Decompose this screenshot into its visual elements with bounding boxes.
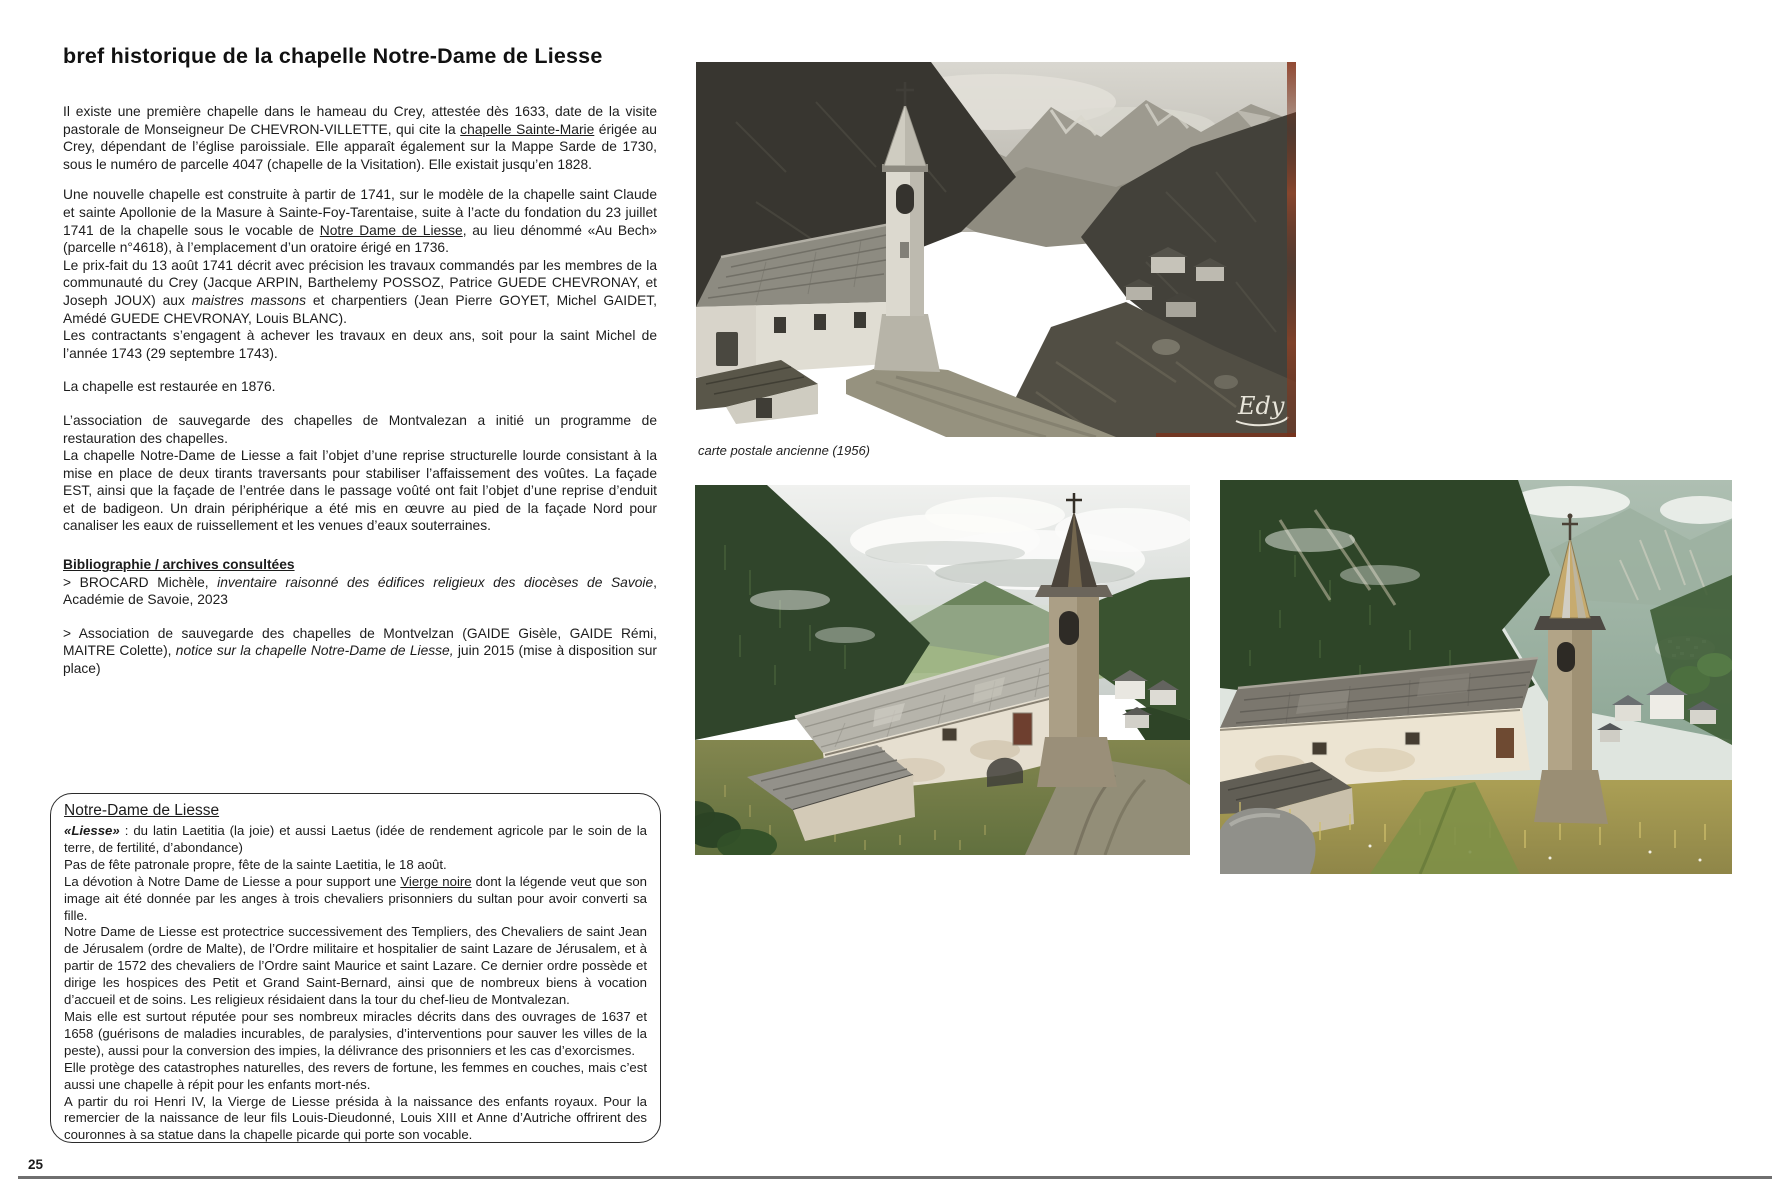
info-box-etymology: «Liesse» : du latin Laetitia (la joie) et aussi Laetus (idée de rendement agricole par le soin de la terre, de fertilité, d’abondance) (64, 823, 647, 855)
bibliography-heading: Bibliographie / archives consultées (63, 557, 295, 573)
paragraph-association: L’association de sauvegarde des chapelles de Montvalezan a initié un programme de restauration des chapelles. (63, 412, 657, 446)
photo-chapel-summer-cloudy-image (695, 485, 1190, 855)
info-box-royalty: A partir du roi Henri IV, la Vierge de Liesse présida à la naissance des enfants royaux. Pour la remercier de la naissance de leur fils Louis-Dieudonné, Louis XIII et Anne d’Autriche offrirent des couronnes à sa statue dans la chapelle picarde qui porte son vocable. (64, 1093, 647, 1143)
postcard-photo-image (696, 62, 1296, 437)
info-box-miracles: Mais elle est surtout réputée pour ses nombreux miracles décrits dans des ouvrages de 1637 et 1658 (guérisons de maladies incurables, de paralysies, d’interventions pour sauver les villes de la peste), aussi pour la conversion des impies, la délivrance des prisonniers et les cas d’exorcismes. (64, 1008, 647, 1058)
paragraph-history-4: Les contractants s’engagent à achever les travaux en deux ans, soit pour la saint Michel de l’année 1743 (29 septembre 1743). (63, 328, 657, 361)
page-title: bref historique de la chapelle Notre-Dame de Liesse (63, 44, 603, 68)
info-box-notre-dame-de-liesse (50, 793, 661, 1143)
photo-chapel-summer-cloudy (695, 485, 1190, 855)
postcard-photo (696, 62, 1296, 437)
paragraph-history-3: Le prix-fait du 13 août 1741 décrit avec précision les travaux commandés par les membres de la communauté du Crey (Jacque ARPIN, Barthelemy POSSOZ, Patrice GUEDE CHEVRONAY, et Joseph JOUX) aux maistres massons et charpentiers (Jean Pierre GOYET, Michel GAIDET, Amédé GUEDE CHEVRONAY, Louis BLANC). (63, 257, 658, 326)
paragraph-restoration-1876: La chapelle est restaurée en 1876. (63, 379, 276, 395)
bibliography-entry-association: > Association de sauvegarde des chapelles de Montvelzan (GAIDE Gisèle, GAIDE Rémi, MAITRE Colette), notice sur la chapelle Notre-Dame de Liesse, juin 2015 (mise à disposition sur place) (63, 625, 657, 677)
info-box-feast-day: Pas de fête patronale propre, fête de la sainte Laetitia, le 18 août. (64, 856, 447, 872)
paragraph-restoration-works: La chapelle Notre-Dame de Liesse a fait l’objet d’une reprise structurelle lourde consistant à la mise en place de deux tirants traversants pour stabiliser l’affaissement des voûtes. La façade EST, ainsi que la façade de l’entrée dans le passage voûté ont fait l’objet d’une reprise d’enduit et de badigeon. Un drain périphérique a été mis en œuvre au pied de la façade Nord pour canaliser les eaux de ruissellement et les venues d’eaux souterraines. (63, 448, 657, 534)
info-box-protection: Elle protège des catastrophes naturelles, des revers de fortune, les femmes en couches, mais c’est aussi une chapelle à répit pour les enfants mort-nés. (64, 1059, 647, 1092)
article-column (63, 44, 657, 678)
info-box-orders: Notre Dame de Liesse est protectrice successivement des Templiers, des Chevaliers de saint Jean de Jérusalem (ordre de Malte), de l’Ordre militaire et hospitalier de saint Lazare de Jérusalem, et à partir de 1572 des chevaliers de l’Ordre saint Maurice et saint Lazare. Ce dernier ordre possède et dirige les hospices des Petit et Grand Saint-Bernard, ainsi que de nombreux biens à vocation d’accueil et de soins. Les religieux résidaient dans la tour du chef-lieu de Montvalezan. (64, 924, 647, 1008)
info-box-title: Notre-Dame de Liesse (64, 802, 220, 819)
page-number: 25 (28, 1157, 44, 1172)
photographer-signature: Edy (1238, 392, 1285, 420)
paragraph-history-1: Il existe une première chapelle dans le hameau du Crey, attestée dès 1633, date de la visite pastorale de Monseigneur De CHEVRON-VILLETTE, qui cite la chapelle Sainte-Marie érigée au Crey, dépendant de l’église paroissiale. Elle apparaît également sur la Mappe Sarde de 1730, sous le numéro de parcelle 4047 (chapelle de la Visitation). Elle existait jusqu’en 1828. (63, 104, 657, 172)
info-box-devotion: La dévotion à Notre Dame de Liesse a pour support une Vierge noire dont la légende veut que son image ait été donnée par les anges à trois chevaliers prisonniers du sultan pour avoir converti sa fille. (64, 873, 647, 923)
paragraph-history-2: Une nouvelle chapelle est construite à partir de 1741, sur le modèle de la chapelle saint Claude et sainte Apollonie de la Masure à Sainte-Foy-Tarentaise, suite à l’acte du fondation du 23 juillet 1741 de la chapelle sous le vocable de Notre Dame de Liesse, au lieu dénommé «Au Bech» (parcelle n°4618), à l’emplacement d’un oratoire érigé en 1736. (63, 187, 657, 256)
postcard-caption: carte postale ancienne (1956) (698, 443, 871, 458)
bottom-rule (18, 1176, 1772, 1179)
bibliography-entry-brocard: > BROCARD Michèle, inventaire raisonné des édifices religieux des diocèses de Savoie, Académie de Savoie, 2023 (63, 574, 657, 608)
photo-chapel-summer-sunny-image (1220, 480, 1732, 874)
photo-chapel-summer-sunny (1220, 480, 1732, 874)
